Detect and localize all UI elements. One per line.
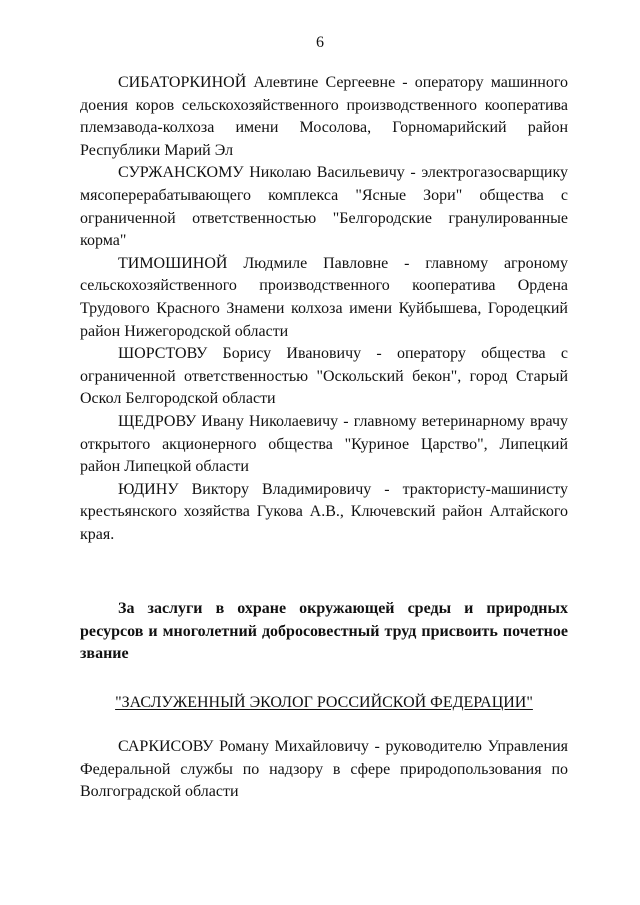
honorary-title: "ЗАСЛУЖЕННЫЙ ЭКОЛОГ РОССИЙСКОЙ ФЕДЕРАЦИИ" [115, 693, 533, 711]
award-decree-heading: За заслуги в охране окружающей среды и природных ресурсов и многолетний добросовестный труд присвоить почетное звание [80, 600, 568, 663]
page-number: 6 [316, 34, 324, 51]
title-spacer [80, 714, 568, 736]
award-entry-sibatorkina: СИБАТОРКИНОЙ Алевтине Сергеевне - оператору машинного доения коров сельскохозяйственного производственного кооператива племзавода-колхоза имени Мосолова, Горномарийский район Республики Марий Эл [80, 74, 568, 159]
document-body [80, 72, 568, 804]
award-entry-sarkisov: САРКИСОВУ Роману Михайловичу - руководителю Управления Федеральной службы по надзору в сфере природопользования по Волгоградской области [80, 738, 568, 801]
award-entry-timoshina: ТИМОШИНОЙ Людмиле Павловне - главному агроному сельскохозяйственного производственного кооператива Ордена Трудового Красного Знамени колхоза имени Куйбышева, Городецкий район Нижегородской области [80, 254, 568, 340]
section-spacer [80, 546, 568, 598]
award-entry-yudin: ЮДИНУ Виктору Владимировичу - трактористу-машинисту крестьянского хозяйства Гукова А.В., Ключевский район Алтайского края. [80, 480, 568, 543]
award-entry-surzhansky: СУРЖАНСКОМУ Николаю Васильевичу - электрогазосварщику мясоперерабатывающего комплекса "Ясные Зори" общества с ограниченной ответственностью "Белгородские гранулированные корма" [80, 164, 568, 250]
award-entry-shchedrov: ЩЕДРОВУ Ивану Николаевичу - главному ветеринарному врачу открытого акционерного общества "Куриное Царство", Липецкий район Липецкой области [80, 412, 568, 476]
award-entry-shorstov: ШОРСТОВУ Борису Ивановичу - оператору общества с ограниченной ответственностью "Оскольский бекон", город Старый Оскол Белгородской области [80, 345, 568, 408]
